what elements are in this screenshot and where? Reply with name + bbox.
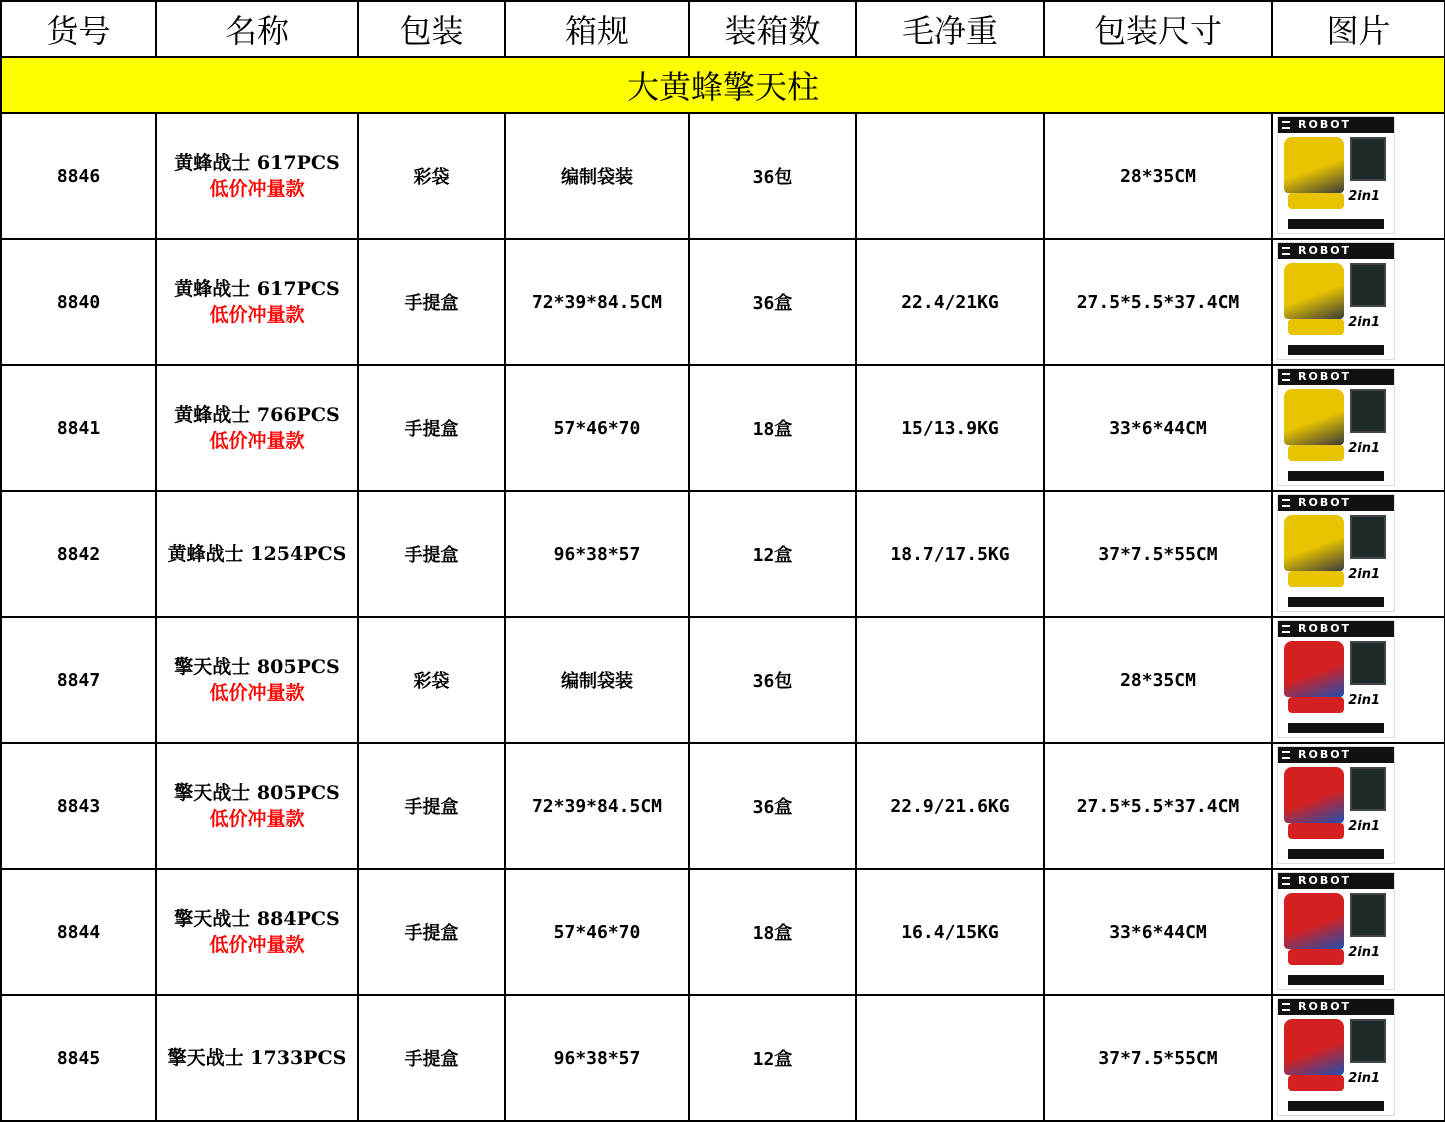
cell-qty: 18盒 bbox=[689, 365, 856, 491]
promo-label: 低价冲量款 bbox=[209, 430, 305, 452]
header-row bbox=[1, 1, 1445, 57]
cell-packaging: 手提盒 bbox=[358, 869, 505, 995]
cell-code: 8842 bbox=[1, 491, 156, 617]
vehicle-icon bbox=[1288, 1075, 1344, 1091]
product-box-icon bbox=[1350, 893, 1386, 937]
menu-icon bbox=[1282, 625, 1290, 633]
vehicle-icon bbox=[1288, 571, 1344, 587]
robot-figure-icon bbox=[1284, 1019, 1344, 1075]
brand-label: ROBOT bbox=[1298, 874, 1352, 887]
vehicle-icon bbox=[1288, 697, 1344, 713]
product-box-icon bbox=[1350, 263, 1386, 307]
product-name: 擎天战士 1733PCS bbox=[167, 1047, 347, 1069]
cell-name bbox=[156, 491, 358, 617]
cell-image bbox=[1272, 239, 1445, 365]
table-row bbox=[1, 743, 1445, 869]
product-name: 黄蜂战士 766PCS bbox=[174, 404, 340, 426]
brand-banner bbox=[1278, 999, 1394, 1015]
cell-packaging: 手提盒 bbox=[358, 239, 505, 365]
menu-icon bbox=[1282, 1003, 1290, 1011]
cell-image bbox=[1272, 869, 1445, 995]
menu-icon bbox=[1282, 877, 1290, 885]
cell-package-size: 27.5*5.5*37.4CM bbox=[1044, 743, 1272, 869]
section-row bbox=[1, 57, 1445, 113]
table-row bbox=[1, 491, 1445, 617]
cell-carton-spec: 72*39*84.5CM bbox=[505, 239, 689, 365]
brand-label: ROBOT bbox=[1298, 622, 1352, 635]
cell-carton-spec: 57*46*70 bbox=[505, 365, 689, 491]
cell-code: 8840 bbox=[1, 239, 156, 365]
product-name: 黄蜂战士 1254PCS bbox=[167, 543, 347, 565]
header-qty-per-carton: 装箱数 bbox=[689, 1, 856, 57]
cell-image bbox=[1272, 995, 1445, 1121]
table-row bbox=[1, 869, 1445, 995]
robot-figure-icon bbox=[1284, 893, 1344, 949]
cell-name bbox=[156, 743, 358, 869]
product-name: 擎天战士 884PCS bbox=[174, 908, 340, 930]
cell-name bbox=[156, 239, 358, 365]
cell-name bbox=[156, 113, 358, 239]
product-image bbox=[1277, 620, 1395, 738]
cell-package-size: 37*7.5*55CM bbox=[1044, 491, 1272, 617]
robot-figure-icon bbox=[1284, 767, 1344, 823]
menu-icon bbox=[1282, 247, 1290, 255]
cell-carton-spec: 编制袋装 bbox=[505, 113, 689, 239]
cell-image bbox=[1272, 365, 1445, 491]
spec-strip bbox=[1288, 471, 1384, 481]
cell-qty: 12盒 bbox=[689, 491, 856, 617]
menu-icon bbox=[1282, 499, 1290, 507]
two-in-one-badge: 2in1 bbox=[1348, 693, 1380, 708]
cell-image bbox=[1272, 113, 1445, 239]
vehicle-icon bbox=[1288, 319, 1344, 335]
cell-packaging: 手提盒 bbox=[358, 743, 505, 869]
cell-package-size: 27.5*5.5*37.4CM bbox=[1044, 239, 1272, 365]
product-box-icon bbox=[1350, 137, 1386, 181]
header-image: 图片 bbox=[1272, 1, 1445, 57]
product-box-icon bbox=[1350, 767, 1386, 811]
cell-carton-spec: 96*38*57 bbox=[505, 491, 689, 617]
robot-figure-icon bbox=[1284, 641, 1344, 697]
two-in-one-badge: 2in1 bbox=[1348, 189, 1380, 204]
table-row bbox=[1, 995, 1445, 1121]
product-image bbox=[1277, 872, 1395, 990]
spec-strip bbox=[1288, 849, 1384, 859]
product-box-icon bbox=[1350, 641, 1386, 685]
header-package-size: 包装尺寸 bbox=[1044, 1, 1272, 57]
brand-banner bbox=[1278, 873, 1394, 889]
two-in-one-badge: 2in1 bbox=[1348, 819, 1380, 834]
cell-code: 8841 bbox=[1, 365, 156, 491]
cell-name bbox=[156, 869, 358, 995]
cell-package-size: 33*6*44CM bbox=[1044, 869, 1272, 995]
brand-banner bbox=[1278, 369, 1394, 385]
brand-label: ROBOT bbox=[1298, 244, 1352, 257]
menu-icon bbox=[1282, 373, 1290, 381]
vehicle-icon bbox=[1288, 193, 1344, 209]
product-box-icon bbox=[1350, 389, 1386, 433]
cell-code: 8846 bbox=[1, 113, 156, 239]
brand-banner bbox=[1278, 747, 1394, 763]
cell-weight: 22.9/21.6KG bbox=[856, 743, 1044, 869]
cell-image bbox=[1272, 491, 1445, 617]
cell-qty: 36包 bbox=[689, 113, 856, 239]
robot-figure-icon bbox=[1284, 389, 1344, 445]
cell-carton-spec: 96*38*57 bbox=[505, 995, 689, 1121]
robot-figure-icon bbox=[1284, 263, 1344, 319]
cell-packaging: 彩袋 bbox=[358, 617, 505, 743]
robot-figure-icon bbox=[1284, 515, 1344, 571]
product-name: 黄蜂战士 617PCS bbox=[174, 278, 340, 300]
cell-image bbox=[1272, 743, 1445, 869]
brand-label: ROBOT bbox=[1298, 748, 1352, 761]
vehicle-icon bbox=[1288, 445, 1344, 461]
two-in-one-badge: 2in1 bbox=[1348, 315, 1380, 330]
cell-qty: 36盒 bbox=[689, 743, 856, 869]
cell-code: 8843 bbox=[1, 743, 156, 869]
product-image bbox=[1277, 746, 1395, 864]
cell-packaging: 彩袋 bbox=[358, 113, 505, 239]
header-carton-spec: 箱规 bbox=[505, 1, 689, 57]
cell-qty: 36包 bbox=[689, 617, 856, 743]
cell-weight: 15/13.9KG bbox=[856, 365, 1044, 491]
promo-label: 低价冲量款 bbox=[209, 808, 305, 830]
cell-package-size: 28*35CM bbox=[1044, 113, 1272, 239]
header-weight: 毛净重 bbox=[856, 1, 1044, 57]
spec-strip bbox=[1288, 597, 1384, 607]
product-image bbox=[1277, 998, 1395, 1116]
table-row bbox=[1, 365, 1445, 491]
cell-code: 8845 bbox=[1, 995, 156, 1121]
vehicle-icon bbox=[1288, 949, 1344, 965]
cell-qty: 36盒 bbox=[689, 239, 856, 365]
two-in-one-badge: 2in1 bbox=[1348, 441, 1380, 456]
cell-weight: 22.4/21KG bbox=[856, 239, 1044, 365]
spec-strip bbox=[1288, 219, 1384, 229]
product-image bbox=[1277, 494, 1395, 612]
cell-name bbox=[156, 617, 358, 743]
table-row bbox=[1, 113, 1445, 239]
vehicle-icon bbox=[1288, 823, 1344, 839]
promo-label: 低价冲量款 bbox=[209, 682, 305, 704]
section-title: 大黄蜂擎天柱 bbox=[1, 57, 1445, 113]
cell-weight: 16.4/15KG bbox=[856, 869, 1044, 995]
promo-label: 低价冲量款 bbox=[209, 304, 305, 326]
cell-packaging: 手提盒 bbox=[358, 491, 505, 617]
brand-banner bbox=[1278, 621, 1394, 637]
cell-weight bbox=[856, 995, 1044, 1121]
spec-strip bbox=[1288, 345, 1384, 355]
cell-qty: 12盒 bbox=[689, 995, 856, 1121]
spec-strip bbox=[1288, 1101, 1384, 1111]
two-in-one-badge: 2in1 bbox=[1348, 1071, 1380, 1086]
brand-banner bbox=[1278, 495, 1394, 511]
brand-label: ROBOT bbox=[1298, 496, 1352, 509]
cell-image bbox=[1272, 617, 1445, 743]
spec-strip bbox=[1288, 975, 1384, 985]
cell-weight: 18.7/17.5KG bbox=[856, 491, 1044, 617]
brand-label: ROBOT bbox=[1298, 1000, 1352, 1013]
cell-code: 8847 bbox=[1, 617, 156, 743]
cell-packaging: 手提盒 bbox=[358, 995, 505, 1121]
brand-label: ROBOT bbox=[1298, 370, 1352, 383]
cell-name bbox=[156, 995, 358, 1121]
robot-figure-icon bbox=[1284, 137, 1344, 193]
cell-weight bbox=[856, 113, 1044, 239]
cell-code: 8844 bbox=[1, 869, 156, 995]
cell-qty: 18盒 bbox=[689, 869, 856, 995]
cell-name bbox=[156, 365, 358, 491]
cell-package-size: 33*6*44CM bbox=[1044, 365, 1272, 491]
product-image bbox=[1277, 242, 1395, 360]
cell-carton-spec: 72*39*84.5CM bbox=[505, 743, 689, 869]
header-packaging: 包装 bbox=[358, 1, 505, 57]
header-name: 名称 bbox=[156, 1, 358, 57]
product-name: 擎天战士 805PCS bbox=[174, 782, 340, 804]
cell-weight bbox=[856, 617, 1044, 743]
product-image bbox=[1277, 116, 1395, 234]
menu-icon bbox=[1282, 751, 1290, 759]
two-in-one-badge: 2in1 bbox=[1348, 567, 1380, 582]
cell-packaging: 手提盒 bbox=[358, 365, 505, 491]
product-image bbox=[1277, 368, 1395, 486]
promo-label: 低价冲量款 bbox=[209, 934, 305, 956]
product-name: 黄蜂战士 617PCS bbox=[174, 152, 340, 174]
brand-banner bbox=[1278, 117, 1394, 133]
cell-carton-spec: 57*46*70 bbox=[505, 869, 689, 995]
menu-icon bbox=[1282, 121, 1290, 129]
product-box-icon bbox=[1350, 515, 1386, 559]
brand-label: ROBOT bbox=[1298, 118, 1352, 131]
two-in-one-badge: 2in1 bbox=[1348, 945, 1380, 960]
table-row bbox=[1, 239, 1445, 365]
cell-package-size: 28*35CM bbox=[1044, 617, 1272, 743]
cell-package-size: 37*7.5*55CM bbox=[1044, 995, 1272, 1121]
spec-strip bbox=[1288, 723, 1384, 733]
header-code: 货号 bbox=[1, 1, 156, 57]
promo-label: 低价冲量款 bbox=[209, 178, 305, 200]
product-box-icon bbox=[1350, 1019, 1386, 1063]
table-row bbox=[1, 617, 1445, 743]
product-name: 擎天战士 805PCS bbox=[174, 656, 340, 678]
brand-banner bbox=[1278, 243, 1394, 259]
cell-carton-spec: 编制袋装 bbox=[505, 617, 689, 743]
